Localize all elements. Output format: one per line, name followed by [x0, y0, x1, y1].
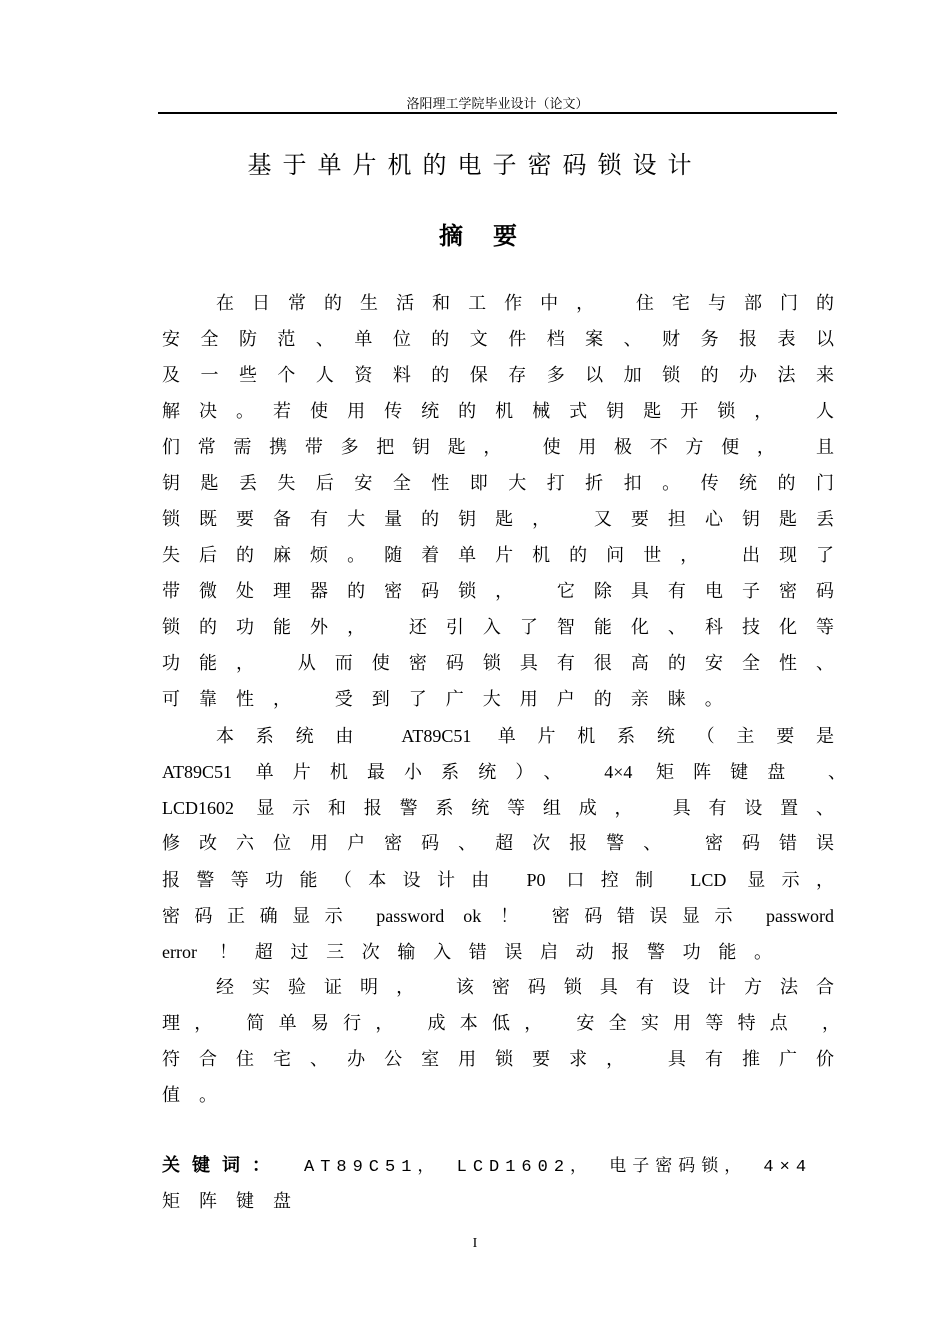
abstract-line: error ！超过三次输入错误启动报警功能。 — [162, 942, 772, 962]
abstract-line: 们常需携带多把钥匙， 使用极不方便， 且 — [162, 437, 834, 458]
abstract-line: 安全防范、单位的文件档案、财务报表以 — [162, 329, 834, 350]
abstract-line: 经实验证明， 该密码锁具有设计方法合 — [216, 977, 834, 998]
abstract-line: 功能， 从而使密码锁具有很高的安全性、 — [162, 653, 834, 674]
abstract-line: 锁的功能外， 还引入了智能化、科技化等 — [162, 617, 834, 638]
abstract-line: 及一些个人资料的保存多以加锁的办法来 — [162, 365, 834, 386]
running-header: 洛阳理工学院毕业设计（论文） — [406, 96, 589, 111]
abstract-line: 可靠性， 受到了广大用户的亲睐。 — [162, 689, 742, 710]
header-rule — [158, 112, 837, 114]
abstract-line: 失后的麻烦。随着单片机的问世， 出现了 — [162, 545, 834, 566]
keywords-list: AT89C51， LCD1602， 电子密码锁， 4×4 — [304, 1158, 813, 1177]
abstract-line: 报警等功能（本设计由 P0 口控制 LCD 显示， — [162, 870, 834, 890]
abstract-line: 解决。若使用传统的机械式钥匙开锁， 人 — [162, 401, 834, 422]
abstract-line: 密码正确显示 password ok ！ 密码错误显示 password — [162, 906, 834, 926]
abstract-line: 修改六位用户密码、超次报警、 密码错误 — [162, 833, 834, 854]
keywords-label: 关键词： — [162, 1155, 282, 1176]
keywords-continuation: 矩阵键盘 — [162, 1191, 310, 1212]
abstract-line: 钥匙丢失后安全性即大打折扣。传统的门 — [162, 473, 834, 494]
thesis-title: 基于单片机的电子密码锁设计 — [247, 151, 703, 179]
abstract-line: 本系统由 AT89C51 单片机系统（主要是 — [216, 726, 834, 746]
abstract-line: 锁既要备有大量的钥匙， 又要担心钥匙丢 — [162, 509, 834, 530]
abstract-line: 符合住宅、办公室用锁要求， 具有推广价 — [162, 1049, 834, 1070]
abstract-line: AT89C51 单片机最小系统）、 4×4 矩阵键盘 、 — [162, 762, 846, 782]
abstract-line: 理， 简单易行， 成本低， 安全实用等特点 ， — [162, 1013, 840, 1034]
keywords-line — [162, 1148, 813, 1184]
abstract-line: 带微处理器的密码锁， 它除具有电子密码 — [162, 581, 834, 602]
page-number: I — [472, 1236, 478, 1251]
abstract-line: LCD1602 显示和报警系统等组成， 具有设置、 — [162, 798, 834, 818]
abstract-heading: 摘要 — [439, 222, 547, 250]
abstract-line: 值。 — [162, 1085, 236, 1106]
abstract-line: 在日常的生活和工作中， 住宅与部门的 — [216, 293, 834, 314]
